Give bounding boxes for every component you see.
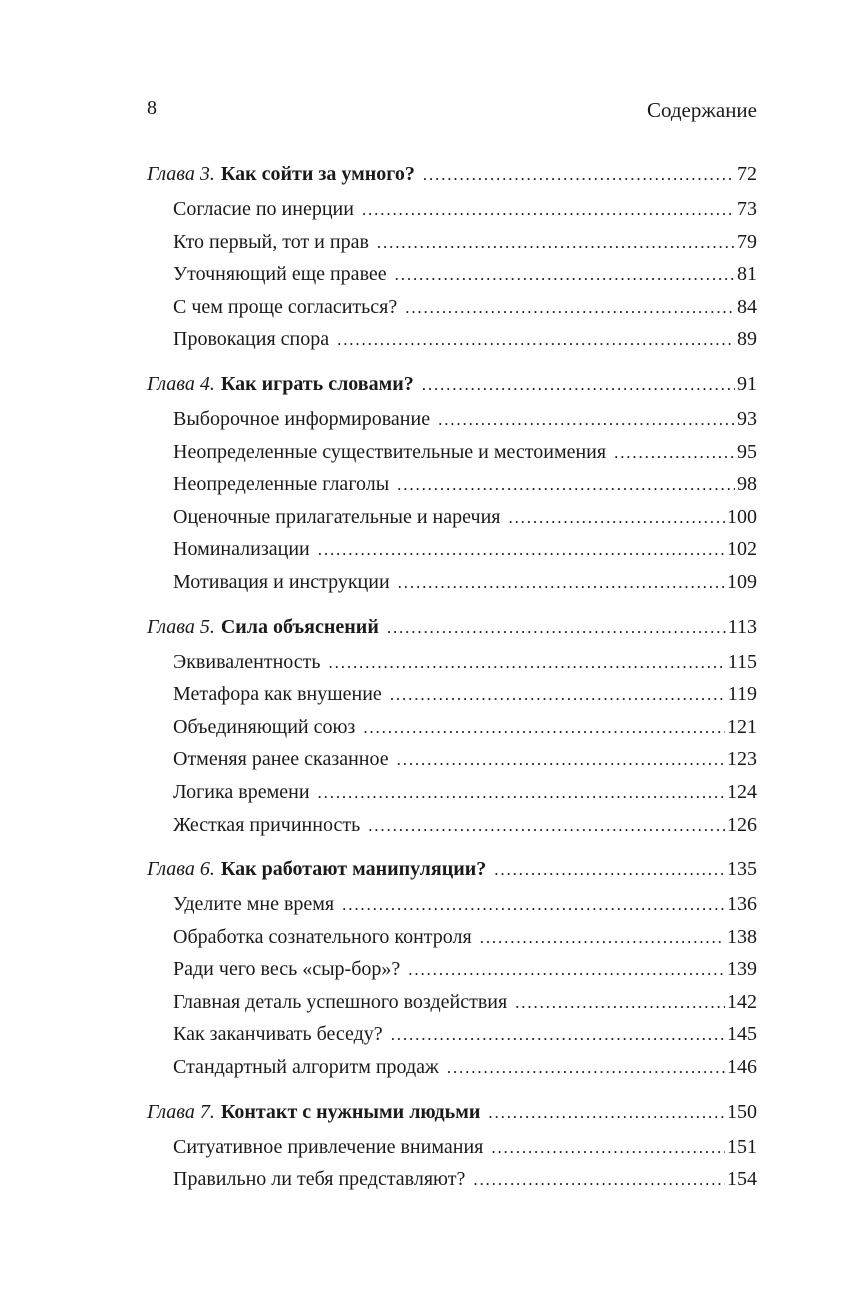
page-ref: 109 xyxy=(727,570,757,593)
dot-leader xyxy=(494,853,725,887)
section-entry[interactable] xyxy=(147,888,757,921)
dot-leader xyxy=(491,1132,725,1164)
dot-leader xyxy=(397,469,735,501)
section-title: Провокация спора xyxy=(173,328,330,351)
toc-chapter xyxy=(147,367,757,599)
dot-leader xyxy=(408,954,725,986)
page-ref: 121 xyxy=(727,715,757,738)
dot-leader xyxy=(398,567,725,599)
chapter-label: Глава 6. xyxy=(147,858,215,881)
section-title: Уточняющий еще правее xyxy=(173,263,387,286)
page-ref: 139 xyxy=(727,958,757,981)
dot-leader xyxy=(405,292,735,324)
toc-chapter xyxy=(147,610,757,842)
section-title: Оценочные прилагательные и наречия xyxy=(173,505,501,528)
dot-leader xyxy=(480,922,725,954)
page-ref: 135 xyxy=(727,858,757,881)
page-ref: 79 xyxy=(737,230,757,253)
section-title: Ситуативное привлечение внимания xyxy=(173,1135,484,1158)
page-ref: 81 xyxy=(737,263,757,286)
page-ref: 91 xyxy=(737,372,757,395)
page-ref: 72 xyxy=(737,163,757,185)
dot-leader xyxy=(368,810,725,842)
section-entry[interactable] xyxy=(147,1131,757,1164)
page-ref: 115 xyxy=(727,650,757,673)
dot-leader xyxy=(318,777,725,809)
dot-leader xyxy=(508,502,725,534)
section-title: Неопределенные глаголы xyxy=(173,473,390,496)
page-ref: 142 xyxy=(727,990,757,1013)
dot-leader xyxy=(473,1164,725,1196)
section-title: Уделите мне время xyxy=(173,893,335,916)
section-title: Ради чего весь «сыр-бор»? xyxy=(173,958,401,981)
section-title: Жесткая причинность xyxy=(173,813,361,836)
page-ref: 113 xyxy=(727,615,757,638)
dot-leader xyxy=(318,534,725,566)
section-entry[interactable] xyxy=(147,646,757,679)
section-title: Объединяющий союз xyxy=(173,715,356,738)
page-ref: 136 xyxy=(727,893,757,916)
dot-leader xyxy=(362,194,735,226)
dot-leader xyxy=(395,259,735,291)
section-entry[interactable] xyxy=(147,953,757,986)
dot-leader xyxy=(438,404,735,436)
page-ref: 138 xyxy=(727,925,757,948)
dot-leader xyxy=(387,611,726,645)
section-entry[interactable] xyxy=(147,226,757,259)
page-number: 8 xyxy=(147,97,157,119)
dot-leader xyxy=(488,1096,725,1130)
section-entry[interactable] xyxy=(147,776,757,809)
dot-leader xyxy=(342,889,725,921)
dot-leader xyxy=(614,437,735,469)
section-title: Номинализации xyxy=(173,538,310,561)
section-entry[interactable] xyxy=(147,711,757,744)
section-title: Логика времени xyxy=(173,780,310,803)
section-entry[interactable] xyxy=(147,921,757,954)
page-ref: 126 xyxy=(727,813,757,836)
page-ref: 124 xyxy=(727,780,757,803)
toc-chapter xyxy=(147,852,757,1084)
page-ref: 150 xyxy=(727,1100,757,1123)
section-entry[interactable] xyxy=(147,566,757,599)
section-title: Правильно ли тебя представляют? xyxy=(173,1168,466,1191)
section-title: Неопределенные существительные и местоимения xyxy=(173,440,607,463)
page-ref: 95 xyxy=(737,440,757,463)
section-title: Отменяя ранее сказанное xyxy=(173,748,389,771)
section-entry[interactable] xyxy=(147,193,757,226)
section-entry[interactable] xyxy=(147,403,757,436)
section-title: Обработка сознательного контроля xyxy=(173,925,472,948)
dot-leader xyxy=(397,744,725,776)
section-entry[interactable] xyxy=(147,323,757,356)
section-title: Эквивалентность xyxy=(173,650,321,673)
page-ref: 145 xyxy=(727,1023,757,1046)
page-ref: 93 xyxy=(737,407,757,430)
page-ref: 73 xyxy=(737,198,757,220)
page-ref: 146 xyxy=(727,1056,757,1079)
dot-leader xyxy=(377,227,735,259)
chapter-entry[interactable] xyxy=(147,610,757,646)
section-title: Как заканчивать беседу? xyxy=(173,1023,383,1046)
section-title: С чем проще согласиться? xyxy=(173,295,398,318)
page-ref: 154 xyxy=(727,1168,757,1191)
chapter-label: Глава 7. xyxy=(147,1100,215,1123)
section-title: Кто первый, тот и прав xyxy=(173,230,369,253)
section-entry[interactable] xyxy=(147,468,757,501)
section-entry[interactable] xyxy=(147,1051,757,1084)
page-ref: 89 xyxy=(737,328,757,351)
section-entry[interactable] xyxy=(147,533,757,566)
section-title: Стандартный алгоритм продаж xyxy=(173,1056,439,1079)
chapter-entry[interactable] xyxy=(147,157,757,193)
chapter-title: Как играть словами? xyxy=(220,372,414,395)
dot-leader xyxy=(337,324,735,356)
chapter-title: Контакт с нужными людьми xyxy=(220,1100,481,1123)
dot-leader xyxy=(515,987,725,1019)
page-ref: 102 xyxy=(727,538,757,561)
section-entry[interactable] xyxy=(147,678,757,711)
section-title: Главная деталь успешного воздействия xyxy=(173,990,508,1013)
chapter-title: Как работают манипуляции? xyxy=(220,858,487,881)
section-entry[interactable] xyxy=(147,436,757,469)
chapter-entry[interactable] xyxy=(147,852,757,888)
dot-leader xyxy=(422,368,735,402)
dot-leader xyxy=(391,1019,725,1051)
chapter-label: Глава 4. xyxy=(147,372,215,395)
section-title: Выборочное информирование xyxy=(173,407,431,430)
chapter-label: Глава 3. xyxy=(147,163,215,185)
chapter-entry[interactable] xyxy=(147,1095,757,1131)
dot-leader xyxy=(390,679,726,711)
chapter-title: Как сойти за умного? xyxy=(220,163,415,185)
dot-leader xyxy=(423,158,735,192)
page-ref: 119 xyxy=(727,683,757,706)
running-header: Содержание xyxy=(646,98,757,122)
chapter-label: Глава 5. xyxy=(147,615,215,638)
page-ref: 123 xyxy=(727,748,757,771)
section-title: Согласие по инерции xyxy=(173,198,354,220)
page-ref: 100 xyxy=(727,505,757,528)
page-ref: 84 xyxy=(737,295,757,318)
table-of-contents xyxy=(147,157,757,1207)
section-entry[interactable] xyxy=(147,1163,757,1196)
section-entry[interactable] xyxy=(147,1018,757,1051)
section-entry[interactable] xyxy=(147,258,757,291)
section-entry[interactable] xyxy=(147,809,757,842)
toc-chapter xyxy=(147,157,757,356)
section-title: Мотивация и инструкции xyxy=(173,570,390,593)
page-ref: 98 xyxy=(737,473,757,496)
section-entry[interactable] xyxy=(147,291,757,324)
dot-leader xyxy=(329,647,726,679)
section-title: Метафора как внушение xyxy=(173,683,382,706)
dot-leader xyxy=(363,712,725,744)
section-entry[interactable] xyxy=(147,986,757,1019)
section-entry[interactable] xyxy=(147,743,757,776)
chapter-title: Сила объяснений xyxy=(220,615,379,638)
section-entry[interactable] xyxy=(147,501,757,534)
toc-chapter xyxy=(147,1095,757,1196)
page-ref: 151 xyxy=(727,1135,757,1158)
dot-leader xyxy=(447,1052,725,1084)
chapter-entry[interactable] xyxy=(147,367,757,403)
